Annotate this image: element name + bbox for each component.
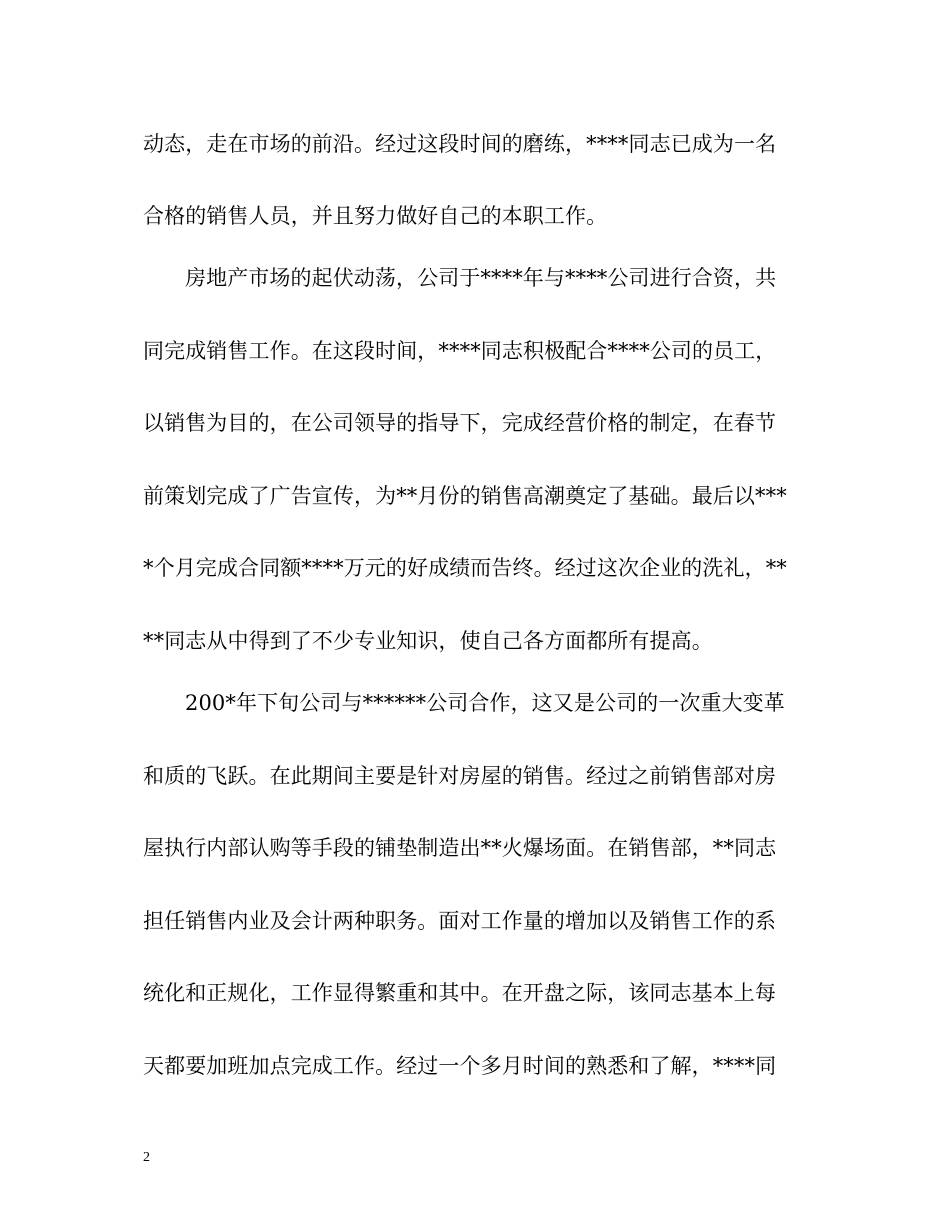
body-text-line: **同志从中得到了不少专业知识，使自己各方面都所有提高。: [143, 629, 713, 653]
body-text-line: 合格的销售人员，并且努力做好自己的本职工作。: [143, 204, 608, 228]
page-number: 2: [143, 1150, 150, 1165]
body-text-line: 担任销售内业及会计两种职务。面对工作量的增加以及销售工作的系: [143, 909, 776, 933]
body-text-line: 和质的飞跃。在此期间主要是针对房屋的销售。经过之前销售部对房: [143, 764, 776, 788]
body-text-line: 统化和正规化，工作显得繁重和其中。在开盘之际，该同志基本上每: [143, 981, 776, 1005]
body-text-line: 天都要加班加点完成工作。经过一个多月时间的熟悉和了解，****同: [143, 1054, 777, 1078]
paragraph-first-line: 200*年下旬公司与******公司合作，这又是公司的一次重大变革: [185, 691, 785, 715]
body-text-line: 以销售为目的，在公司领导的指导下，完成经营价格的制定，在春节: [143, 411, 776, 435]
body-text-line: 屋执行内部认购等手段的铺垫制造出**火爆场面。在销售部，**同志: [143, 836, 777, 860]
body-text-line: 动态，走在市场的前沿。经过这段时间的磨练，****同志已成为一名: [143, 132, 777, 156]
body-text-line: 前策划完成了广告宣传，为**月份的销售高潮奠定了基础。最后以***: [143, 484, 787, 508]
body-text-line: *个月完成合同额****万元的好成绩而告终。经过这次企业的洗礼，**: [143, 556, 787, 580]
body-text-line: 同完成销售工作。在这段时间，****同志积极配合****公司的员工，: [143, 339, 777, 363]
paragraph-first-line: 房地产市场的起伏动荡，公司于****年与****公司进行合资，共: [185, 266, 777, 290]
